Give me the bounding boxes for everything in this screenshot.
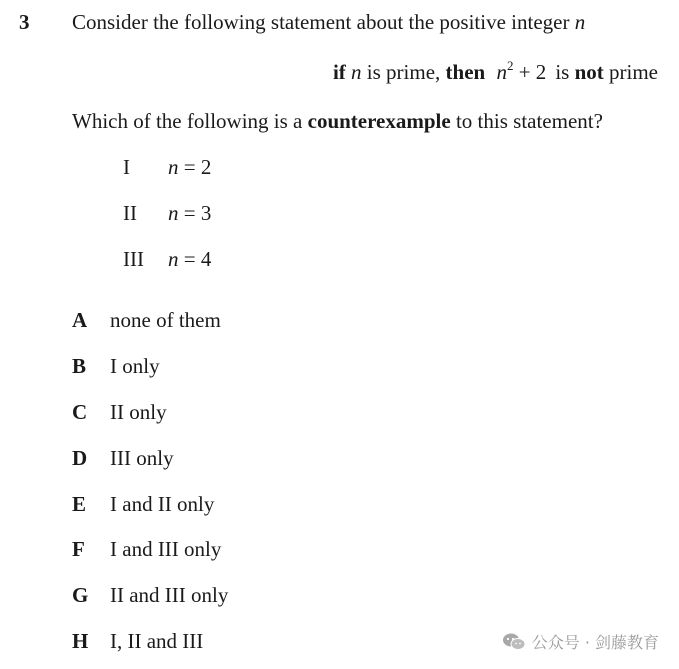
stem-text: Consider the following statement about the positive integer bbox=[72, 10, 575, 34]
question-number: 3 bbox=[19, 10, 30, 34]
option-text: I only bbox=[110, 354, 160, 378]
statement-n-var: n bbox=[496, 60, 507, 84]
option-text: II only bbox=[110, 400, 167, 424]
statement-exponent: 2 bbox=[506, 58, 514, 73]
option-text: I and II only bbox=[110, 492, 215, 516]
case-numeral: I bbox=[123, 155, 130, 179]
option-text: III only bbox=[110, 446, 174, 470]
statement bbox=[333, 60, 658, 85]
case-variable: n bbox=[168, 201, 179, 225]
option-e[interactable] bbox=[72, 492, 214, 517]
statement-prime: prime bbox=[609, 60, 658, 84]
prompt-pre: Which of the following is a bbox=[72, 109, 308, 133]
case-equation: = 4 bbox=[178, 247, 212, 271]
option-text: II and III only bbox=[110, 583, 229, 607]
option-h[interactable] bbox=[72, 629, 203, 654]
option-text: none of them bbox=[110, 308, 221, 332]
statement-if: if bbox=[332, 60, 346, 84]
question-prompt bbox=[72, 109, 603, 134]
case-item bbox=[123, 201, 211, 226]
case-variable: n bbox=[168, 247, 179, 271]
option-letter: B bbox=[72, 354, 87, 378]
statement-is: is bbox=[555, 60, 570, 84]
option-text: I, II and III bbox=[110, 629, 204, 653]
wechat-icon bbox=[502, 632, 526, 652]
option-letter: C bbox=[72, 400, 88, 424]
option-g[interactable] bbox=[72, 583, 228, 608]
statement-then: then bbox=[445, 60, 486, 84]
option-letter: H bbox=[72, 629, 89, 653]
statement-expression bbox=[496, 60, 546, 84]
option-b[interactable] bbox=[72, 354, 160, 379]
question-stem bbox=[72, 10, 585, 35]
option-text: I and III only bbox=[110, 537, 222, 561]
option-letter: G bbox=[72, 583, 89, 607]
statement-plus: + 2 bbox=[513, 60, 547, 84]
case-numeral: III bbox=[123, 247, 144, 271]
watermark-text: 公众号 · 剑藤教育 bbox=[531, 633, 659, 652]
option-letter: D bbox=[72, 446, 88, 470]
statement-n: n bbox=[351, 60, 362, 84]
option-letter: F bbox=[72, 537, 85, 561]
option-c[interactable] bbox=[72, 400, 167, 425]
statement-not: not bbox=[574, 60, 604, 84]
prompt-bold: counterexample bbox=[307, 109, 451, 133]
option-f[interactable] bbox=[72, 537, 221, 562]
option-d[interactable] bbox=[72, 446, 174, 471]
case-equation: = 2 bbox=[178, 155, 212, 179]
option-letter: E bbox=[72, 492, 87, 516]
statement-is-prime: is prime, bbox=[361, 60, 441, 84]
case-variable: n bbox=[168, 155, 179, 179]
case-item bbox=[123, 155, 211, 180]
option-letter: A bbox=[72, 308, 88, 332]
case-numeral: II bbox=[123, 201, 137, 225]
watermark bbox=[502, 630, 659, 653]
case-equation: = 3 bbox=[178, 201, 212, 225]
prompt-post: to this statement? bbox=[450, 109, 603, 133]
stem-variable: n bbox=[574, 10, 586, 34]
option-a[interactable] bbox=[72, 308, 221, 333]
case-item bbox=[123, 247, 211, 272]
